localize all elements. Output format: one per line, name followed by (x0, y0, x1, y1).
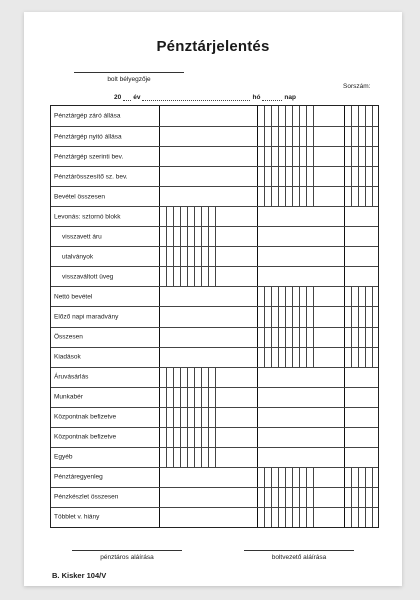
amount-cell[interactable] (159, 408, 378, 427)
row-label: Pénztárgép szerinti bev. (54, 153, 124, 161)
month-blank[interactable] (142, 94, 250, 101)
amount-cell[interactable] (159, 127, 378, 146)
amount-cell[interactable] (159, 167, 378, 186)
table-row (51, 246, 378, 266)
row-label: Munkabér (54, 393, 83, 401)
row-label: Pénztárgép nyitó állása (54, 133, 122, 141)
report-sheet (24, 12, 402, 586)
amount-cell[interactable] (159, 227, 378, 246)
table-row (51, 387, 378, 407)
row-label: Bevétel összesen (54, 193, 105, 201)
table-row (51, 407, 378, 427)
row-label: Központnak befizetve (54, 433, 117, 441)
amount-cell[interactable] (159, 508, 378, 527)
amount-cell[interactable] (159, 267, 378, 286)
table-row (51, 266, 378, 286)
row-label: Pénztárgép záró állása (54, 112, 121, 120)
month-label: hó (252, 94, 261, 101)
table-row (51, 306, 378, 326)
amount-cell[interactable] (159, 468, 378, 487)
amount-cell[interactable] (159, 448, 378, 467)
form-code: B. Kisker 104/V (52, 571, 107, 580)
amount-cell[interactable] (159, 247, 378, 266)
row-label: utalványok (62, 253, 94, 261)
amount-cell[interactable] (159, 328, 378, 347)
year-prefix: 20 (114, 94, 122, 101)
table-row (51, 226, 378, 246)
row-label: Központnak befizetve (54, 413, 117, 421)
table-row (51, 146, 378, 166)
amount-cell[interactable] (159, 307, 378, 326)
report-table (50, 105, 379, 528)
row-label: visszaváltott üveg (62, 273, 114, 281)
table-row (51, 447, 378, 467)
row-label: Kiadások (54, 353, 81, 361)
table-row (51, 427, 378, 447)
table-row (51, 487, 378, 507)
row-label: Pénzkészlet összesen (54, 493, 119, 501)
amount-cell[interactable] (159, 488, 378, 507)
table-row (51, 166, 378, 186)
amount-cell[interactable] (159, 428, 378, 447)
amount-cell[interactable] (159, 368, 378, 387)
manager-signature-line[interactable] (244, 550, 354, 551)
row-label: Levonás: sztornó blokk (54, 213, 121, 221)
row-label: Többlet v. hiány (54, 513, 100, 521)
manager-signature-label: boltvezető aláírása (271, 554, 327, 561)
row-label: Áruvásárlás (54, 373, 89, 381)
row-label: Összesen (54, 333, 83, 341)
year-label: év (133, 94, 141, 101)
year-blank[interactable] (123, 94, 131, 101)
amount-cell[interactable] (159, 388, 378, 407)
row-label: Pénztárösszesítő sz. bev. (54, 173, 128, 181)
cashier-signature-line[interactable] (72, 550, 182, 551)
stamp-label: bolt bélyegzője (107, 76, 151, 83)
table-row (51, 126, 378, 146)
amount-cell[interactable] (159, 207, 378, 226)
cashier-signature-label: pénztáros aláírása (100, 554, 154, 561)
amount-cell[interactable] (159, 187, 378, 206)
table-row (51, 286, 378, 306)
table-row (51, 186, 378, 206)
row-label: Előző napi maradvány (54, 313, 119, 321)
amount-cell[interactable] (159, 147, 378, 166)
amount-cell[interactable] (159, 287, 378, 306)
table-row (51, 507, 378, 527)
serial-number-label: Sorszám: (343, 83, 371, 90)
table-row (51, 206, 378, 226)
table-row (51, 106, 378, 126)
table-row (51, 367, 378, 387)
row-label: Egyéb (54, 453, 73, 461)
row-label: visszavett áru (62, 233, 102, 241)
table-row (51, 327, 378, 347)
amount-cell[interactable] (159, 106, 378, 126)
table-row (51, 347, 378, 367)
row-label: Pénztáregyenleg (54, 473, 103, 481)
date-field[interactable] (114, 94, 296, 101)
table-row (51, 467, 378, 487)
day-blank[interactable] (262, 94, 282, 101)
amount-cell[interactable] (159, 348, 378, 367)
page-title: Pénztárjelentés (156, 38, 270, 55)
day-label: nap (284, 94, 296, 101)
stamp-line (74, 72, 184, 73)
row-label: Nettó bevétel (54, 293, 93, 301)
